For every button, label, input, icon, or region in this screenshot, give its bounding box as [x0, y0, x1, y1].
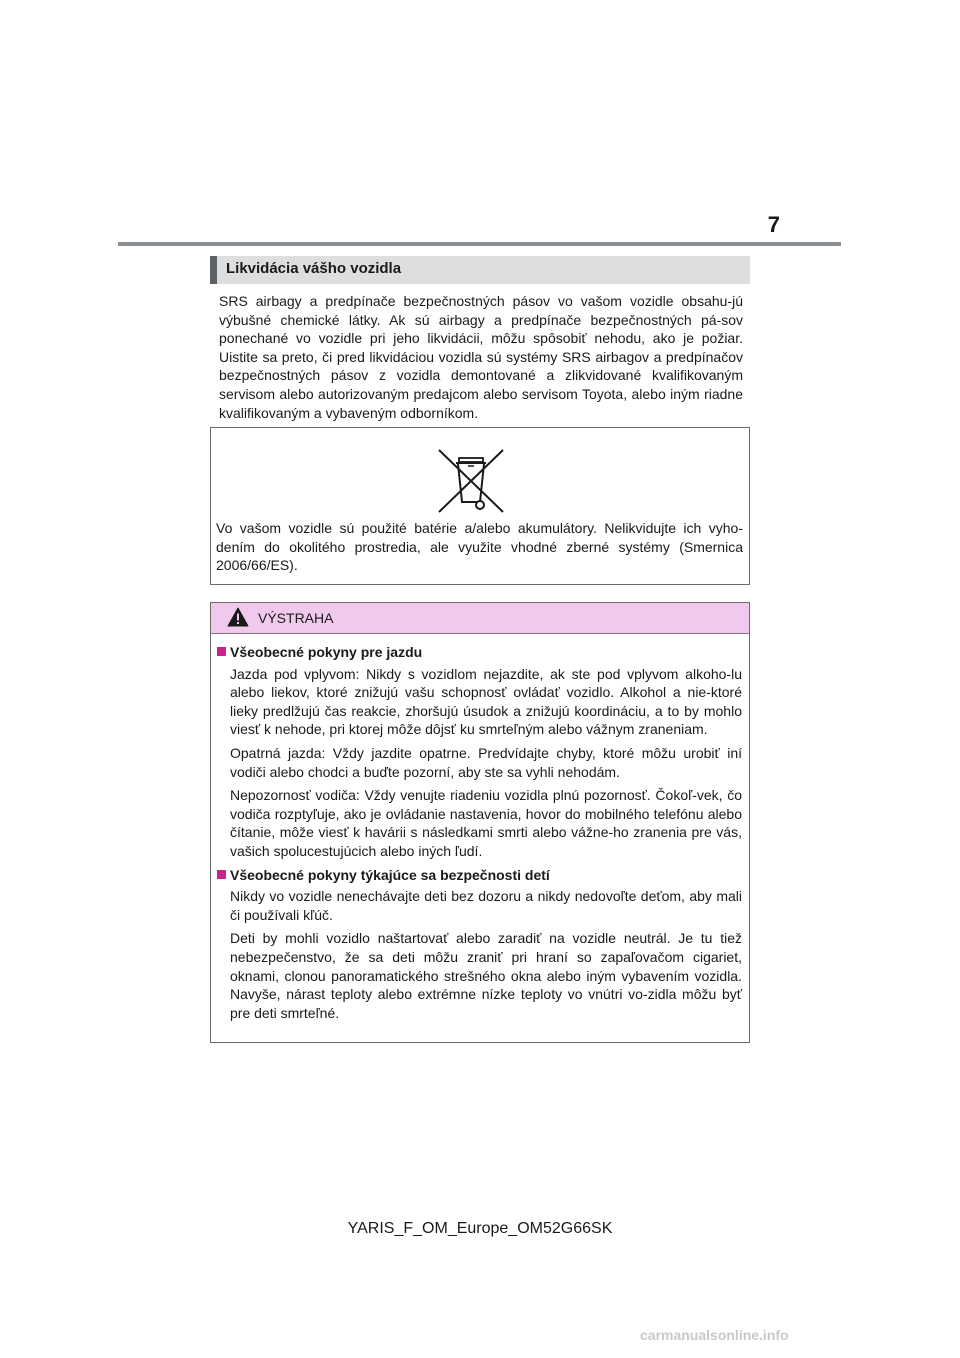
page-number: 7: [767, 212, 780, 237]
watermark: carmanualsonline.info: [640, 1327, 789, 1343]
header-rule: [118, 242, 841, 246]
warning-box: [210, 602, 750, 1043]
warning-title: VÝSTRAHA: [258, 610, 334, 626]
warning-subheading: [217, 866, 749, 885]
warning-subheading-text: Všeobecné pokyny pre jazdu: [230, 644, 423, 660]
document-code-footer: YARIS_F_OM_Europe_OM52G66SK: [347, 1220, 613, 1237]
warning-triangle-icon: [227, 607, 249, 627]
warning-paragraph: Nepozornosť vodiča: Vždy venujte riadeniu vozidla plnú pozornosť. Čokoľ-vek, čo vodiča rozptyľuje, ako je ovládanie nastavenia, hovor do mobilného telefónu alebo čítanie, môže viesť k havárii s následkami smrti alebo vážne-ho zranenia pre vás, vašich spolucestujúcich alebo iných ľudí.: [230, 787, 742, 859]
warning-paragraph: Jazda pod vplyvom: Nikdy s vozidlom nejazdite, ak ste pod vplyvom alkoho-lu alebo liekov, ktoré znižujú vašu schopnosť ovládať vozidlo. Alkohol a nie-ktoré lieky predlžujú čas reakcie, zhoršujú úsudok a znižujú koordináciu, a to by mohlo viesť k nehode, pri ktorej môže dôjsť ku smrteľným alebo vážnym zraneniam.: [230, 665, 742, 738]
warning-subheading: [217, 643, 749, 662]
warning-paragraph: Opatrná jazda: Vždy jazdite opatrne. Predvídajte chyby, ktoré môžu urobiť iní vodiči alebo chodci a buďte pozorní, aby ste sa vyhli nehodám.: [230, 744, 742, 780]
intro-paragraph: SRS airbagy a predpínače bezpečnostných pásov vo vašom vozidle obsahu-jú výbušné chemické látky. Ak sú airbagy a predpínače bezpečnostných pá-sov ponechané vo vozidle pri jeho likvidácii, môžu spôsobiť nehodu, ako je požiar. Uistite sa preto, či pred likvidáciou vozidla sú systémy SRS airbagov a predpínačov bezpečnostných pásov z vozidla demontované a zlikvidované kvalifikovaným servisom alebo autorizovaným predajcom alebo servisom Toyota, alebo iným riadne kvalifikovaným a vybaveným odborníkom.: [219, 293, 743, 421]
warning-header: [211, 603, 749, 634]
square-bullet-icon: [217, 647, 226, 656]
section-header: [210, 256, 750, 284]
warning-subheading-text: Všeobecné pokyny týkajúce sa bezpečnosti detí: [230, 866, 550, 883]
battery-notice-box: [210, 427, 750, 585]
warning-body: [211, 643, 749, 1027]
section-title: Likvidácia vášho vozidla: [226, 260, 402, 277]
battery-notice-text: Vo vašom vozidle sú použité batérie a/alebo akumulátory. Nelikvidujte ich vyho-dením do okolitého prostredia, ale využite vhodné zberné systémy (Smernica 2006/66/ES).: [216, 520, 743, 574]
crossed-out-wheelie-bin-icon: [437, 448, 505, 514]
warning-paragraph: Nikdy vo vozidle nenechávajte deti bez dozoru a nikdy nedovoľte deťom, aby mali či používali kľúč.: [230, 888, 742, 923]
square-bullet-icon: [217, 870, 226, 879]
warning-paragraph: Deti by mohli vozidlo naštartovať alebo zaradiť na vozidle neutrál. Je tu tiež nebezpečenstvo, že sa deti môžu zraniť pri hraní so zapaľovačom cigariet, oknami, clonou panoramatického strešného okna alebo iným vybavením vozidla. Navyše, nárast teploty alebo extrémne nízke teploty vo vnútri vo-zidla môžu byť pre deti smrteľné.: [230, 930, 742, 1021]
